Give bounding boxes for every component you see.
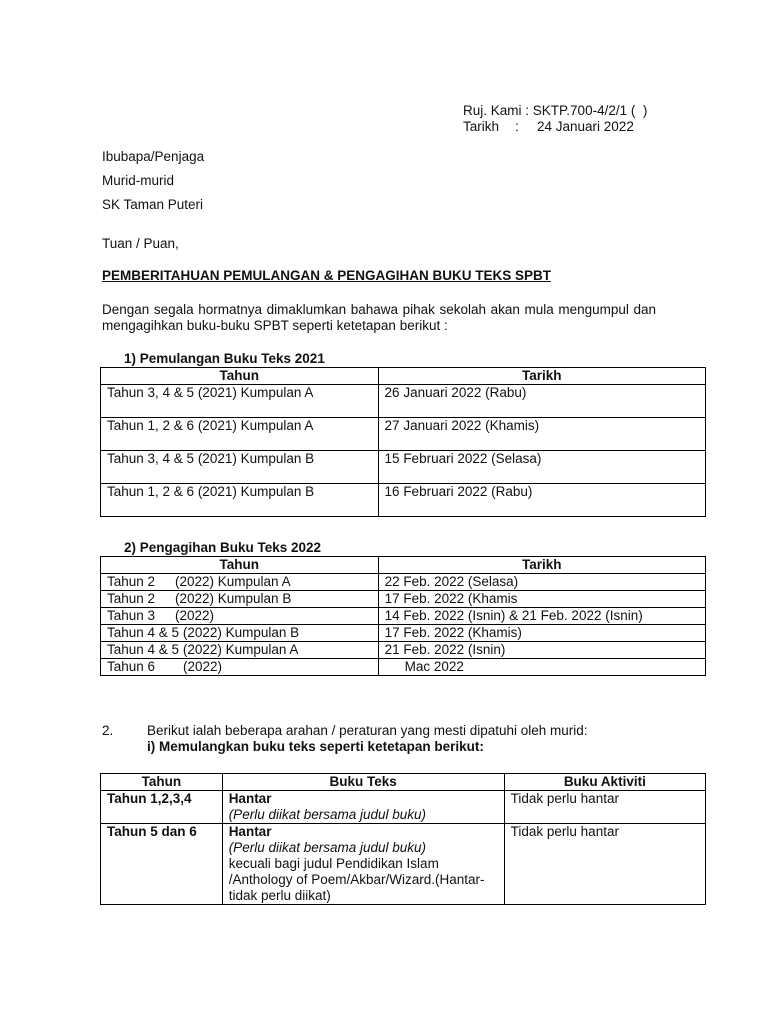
header-tarikh: Tarikh — [378, 557, 705, 574]
table-row — [101, 484, 706, 517]
ruj-row: Ruj. Kami : SKTP.700-4/2/1 ( ) — [463, 103, 648, 118]
tarikh-row: Tarikh : 24 Januari 2022 — [463, 119, 634, 134]
table-row — [101, 591, 706, 608]
cell-buku-aktiviti: Tidak perlu hantar — [504, 824, 705, 905]
table-row — [101, 418, 706, 451]
table-row — [101, 659, 706, 676]
table-header-row — [101, 368, 706, 385]
cell-tahun: Tahun 6 (2022) — [101, 659, 379, 676]
cell-tahun: Tahun 1,2,3,4 — [101, 791, 223, 824]
intro-paragraph: Dengan segala hormatnya dimaklumkan bahawa pihak sekolah akan mula mengumpul dan mengagihkan buku-buku SPBT seperti ketetapan berikut : — [102, 302, 656, 333]
cell-buku-aktiviti: Tidak perlu hantar — [504, 791, 705, 824]
cell-buku-teks: Hantar (Perlu diikat bersama judul buku) kecuali bagi judul Pendidikan Islam /Anthology of Poem/Akbar/Wizard.(Hantar-tidak perlu diikat) — [222, 824, 504, 905]
header-buku-teks: Buku Teks — [222, 774, 504, 791]
cell-tarikh: 22 Feb. 2022 (Selasa) — [378, 574, 705, 591]
cell-tahun: Tahun 3 (2022) — [101, 608, 379, 625]
header-buku-aktiviti: Buku Aktiviti — [504, 774, 705, 791]
cell-tarikh: 17 Feb. 2022 (Khamis — [378, 591, 705, 608]
table-row — [101, 642, 706, 659]
cell-tarikh: 14 Feb. 2022 (Isnin) & 21 Feb. 2022 (Isnin) — [378, 608, 705, 625]
tarikh-label: Tarikh — [463, 119, 500, 134]
recipient-line-3: SK Taman Puteri — [102, 197, 204, 212]
cell-tahun: Tahun 1, 2 & 6 (2021) Kumpulan A — [101, 418, 379, 451]
cell-tarikh: 27 Januari 2022 (Khamis) — [378, 418, 705, 451]
table-row — [101, 385, 706, 418]
header-tarikh: Tarikh — [378, 368, 705, 385]
cell-tahun: Tahun 2 (2022) Kumpulan A — [101, 574, 379, 591]
tarikh-value: 24 Januari 2022 — [537, 119, 634, 134]
header-tahun: Tahun — [101, 774, 223, 791]
table-row — [101, 625, 706, 642]
recipient-line-2: Murid-murid — [102, 173, 175, 188]
return-schedule-table — [100, 367, 706, 517]
return-rules-table — [100, 773, 706, 905]
header-tahun: Tahun — [101, 557, 379, 574]
cell-tahun: Tahun 4 & 5 (2022) Kumpulan B — [101, 625, 379, 642]
cell-tarikh: 26 Januari 2022 (Rabu) — [378, 385, 705, 418]
letter-title: PEMBERITAHUAN PEMULANGAN & PENGAGIHAN BUKU TEKS SPBT — [102, 268, 552, 283]
cell-tarikh: 16 Februari 2022 (Rabu) — [378, 484, 705, 517]
cell-tahun: Tahun 5 dan 6 — [101, 824, 223, 905]
cell-tarikh: 21 Feb. 2022 (Isnin) — [378, 642, 705, 659]
ruj-value: SKTP.700-4/2/1 ( ) — [532, 103, 648, 118]
section2-heading: 2) Pengagihan Buku Teks 2022 — [124, 540, 322, 555]
cell-tahun: Tahun 2 (2022) Kumpulan B — [101, 591, 379, 608]
cell-tarikh: 17 Feb. 2022 (Khamis) — [378, 625, 705, 642]
table-row — [101, 574, 706, 591]
table-row — [101, 824, 706, 905]
table-header-row — [101, 557, 706, 574]
salutation: Tuan / Puan, — [102, 236, 179, 251]
table-row — [101, 451, 706, 484]
cell-tahun: Tahun 3, 4 & 5 (2021) Kumpulan B — [101, 451, 379, 484]
cell-tahun: Tahun 4 & 5 (2022) Kumpulan A — [101, 642, 379, 659]
point2-text: Berikut ialah beberapa arahan / peraturan yang mesti dipatuhi oleh murid: — [147, 723, 588, 738]
cell-tarikh: Mac 2022 — [378, 659, 705, 676]
cell-tahun: Tahun 1, 2 & 6 (2021) Kumpulan B — [101, 484, 379, 517]
cell-buku-teks: Hantar (Perlu diikat bersama judul buku) — [222, 791, 504, 824]
distribution-schedule-table — [100, 556, 706, 676]
reference-block — [463, 103, 647, 135]
table-row — [101, 791, 706, 824]
ruj-label: Ruj. Kami — [463, 103, 522, 118]
table-header-row — [101, 774, 706, 791]
table-row — [101, 608, 706, 625]
header-tahun: Tahun — [101, 368, 379, 385]
recipient-line-1: Ibubapa/Penjaga — [102, 149, 205, 164]
section1-heading: 1) Pemulangan Buku Teks 2021 — [124, 351, 325, 366]
cell-tahun: Tahun 3, 4 & 5 (2021) Kumpulan A — [101, 385, 379, 418]
point2-number: 2. — [102, 723, 114, 738]
point2-subheading: i) Memulangkan buku teks seperti ketetapan berikut: — [147, 739, 484, 754]
cell-tarikh: 15 Februari 2022 (Selasa) — [378, 451, 705, 484]
